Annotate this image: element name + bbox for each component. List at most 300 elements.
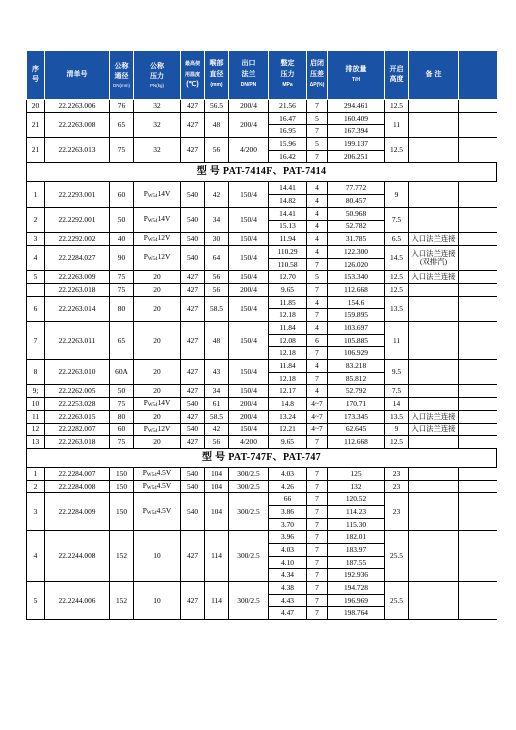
cell-outlet: 150/4 [229,423,269,436]
cell-remark [409,398,459,411]
cell-spec: 22.2292.001 [45,207,110,232]
cell-close-pressure: 7 [307,436,328,449]
cell-set-pressure: 9.65 [269,436,307,449]
cell-blank [459,283,497,296]
cell-close-pressure: 5 [307,138,328,151]
cell-no: 7 [27,322,45,360]
cell-close-pressure: 7 [307,556,328,569]
cell-pn [134,423,181,436]
cell-blank [459,182,497,207]
cell-pn: 20 [134,385,181,398]
cell-blank [459,493,497,531]
remark-flange: 入口法兰连接 [411,424,456,434]
section-title-row [27,163,497,182]
pw-label: P [142,468,147,478]
cell-lift: 14 [385,398,409,411]
cell-pn: 32 [134,100,181,113]
cell-remark [409,436,459,449]
cell-set-pressure: 9.65 [269,283,307,296]
cell-dn: 75 [110,398,134,411]
cell-blank [459,296,497,321]
cell-set-pressure: 66 [269,493,307,506]
cell-set-pressure: 16.42 [269,150,307,163]
cell-discharge: 154.6 [328,296,385,309]
table-row [27,467,497,480]
cell-set-pressure: 4.43 [269,594,307,607]
cell-set-pressure: 12.18 [269,347,307,360]
cell-lift: 25.5 [385,582,409,620]
cell-remark [409,480,459,493]
table-row [27,398,497,411]
cell-discharge: 159.895 [328,309,385,322]
cell-no: 3 [27,493,45,531]
cell-pn [134,467,181,480]
pn-value: 14V [157,189,171,198]
cell-lift: 7.5 [385,207,409,232]
cell-close-pressure: 7 [307,347,328,360]
cell-no: 11 [27,410,45,423]
cell-set-pressure: 13.24 [269,410,307,423]
cell-outlet: 200/4 [229,100,269,113]
cell-throat: 48 [205,112,229,137]
cell-close-pressure: 7 [307,582,328,595]
cell-discharge: 198.764 [328,607,385,620]
cell-no: 8 [27,360,45,385]
cell-pn [134,398,181,411]
cell-discharge: 160.409 [328,112,385,125]
cell-dn: 60 [110,182,134,207]
cell-no: 21 [27,138,45,163]
cell-no: 4 [27,245,45,270]
header-temp: 最高使 用温度 (℃) [181,51,205,100]
cell-no: 10 [27,398,45,411]
cell-remark [409,182,459,207]
cell-blank [459,112,497,137]
cell-blank [459,398,497,411]
cell-temp: 540 [181,233,205,246]
cell-blank [459,322,497,360]
cell-no: 4 [27,531,45,582]
cell-discharge: 52.782 [328,220,385,233]
cell-temp: 427 [181,100,205,113]
cell-close-pressure: 7 [307,309,328,322]
cell-temp: 540 [181,398,205,411]
cell-outlet: 150/4 [229,207,269,232]
cell-pn: 20 [134,410,181,423]
cell-lift: 12.5 [385,283,409,296]
cell-discharge: 103.697 [328,322,385,335]
cell-no: 6 [27,296,45,321]
cell-set-pressure: 12.17 [269,385,307,398]
cell-close-pressure: 7 [307,150,328,163]
cell-remark [409,138,459,163]
cell-remark [409,582,459,620]
cell-lift: 13.5 [385,296,409,321]
cell-outlet: 200/4 [229,398,269,411]
cell-spec: 22.2263.013 [45,138,110,163]
cell-set-pressure: 4.47 [269,607,307,620]
pn-value: 12V [157,252,171,262]
cell-blank [459,467,497,480]
cell-pn [134,207,181,232]
cell-spec: 22.2263.018 [45,283,110,296]
cell-pn: 20 [134,322,181,360]
cell-temp: 540 [181,182,205,207]
cell-set-pressure: 15.13 [269,220,307,233]
pn-value: 12V [157,233,171,243]
table-row [27,360,497,373]
pw-subscript: W54 [147,428,158,434]
pw-subscript: W54 [147,194,158,199]
cell-no [27,283,45,296]
pw-label: P [143,189,148,198]
cell-discharge: 62.645 [328,423,385,436]
cell-pn: 10 [134,531,181,582]
cell-blank [459,385,497,398]
cell-outlet: 150/4 [229,182,269,207]
cell-discharge: 132 [328,480,385,493]
cell-set-pressure: 4.10 [269,556,307,569]
cell-no: 13 [27,436,45,449]
cell-close-pressure: 7 [307,100,328,113]
cell-no: 5 [27,582,45,620]
header-remark: 备 注 [409,51,459,100]
table-row [27,322,497,335]
header-close-pressure: 启闭 压差 ΔP(%) [307,51,328,100]
cell-discharge: 187.55 [328,556,385,569]
header-outlet: 出口 法兰 DN/PN [229,51,269,100]
cell-remark [409,112,459,137]
cell-set-pressure: 14.8 [269,398,307,411]
cell-temp: 427 [181,283,205,296]
cell-lift: 12.5 [385,271,409,284]
table-row [27,283,497,296]
cell-dn: 150 [110,467,134,480]
cell-spec: 22.2253.028 [45,398,110,411]
pw-label: P [142,506,147,516]
cell-discharge: 105.885 [328,334,385,347]
cell-dn: 80 [110,296,134,321]
cell-lift: 11 [385,322,409,360]
cell-temp: 427 [181,138,205,163]
cell-set-pressure: 11.84 [269,322,307,335]
cell-throat: 114 [205,531,229,582]
pw-label: P [143,252,148,262]
cell-temp: 427 [181,322,205,360]
table-row [27,385,497,398]
cell-dn: 76 [110,100,134,113]
cell-throat: 34 [205,207,229,232]
cell-discharge: 170.71 [328,398,385,411]
remark-flange: 入口法兰连接 [411,272,456,282]
cell-discharge: 125 [328,467,385,480]
cell-pn: 20 [134,436,181,449]
cell-lift: 9 [385,423,409,436]
table-row [27,296,497,309]
pn-value: 4.5V [156,468,172,478]
cell-spec: 22.2263.009 [45,271,110,284]
cell-pn: 10 [134,582,181,620]
pw-subscript: W54 [146,473,157,479]
table-row [27,100,497,113]
cell-discharge: 120.52 [328,493,385,506]
cell-discharge: 173.345 [328,410,385,423]
cell-temp: 540 [181,207,205,232]
cell-temp: 427 [181,436,205,449]
cell-outlet: 4/200 [229,436,269,449]
pw-subscript: W54 [147,238,158,244]
cell-no: 2 [27,480,45,493]
cell-dn: 152 [110,531,134,582]
cell-temp: 540 [181,423,205,436]
pw-subscript: W54 [146,511,157,517]
pw-subscript: W54 [146,485,157,491]
cell-blank [459,410,497,423]
cell-lift: 7.5 [385,385,409,398]
cell-outlet: 150/4 [229,271,269,284]
cell-outlet: 150/4 [229,360,269,385]
cell-discharge: 115.30 [328,518,385,531]
cell-blank [459,360,497,385]
cell-throat: 42 [205,182,229,207]
remark-flange: 入口法兰连接 [411,411,456,421]
cell-blank [459,207,497,232]
cell-outlet: 300/2.5 [229,582,269,620]
cell-throat: 58.5 [205,296,229,321]
section-title: 型 号 PAT-7414F、PAT-7414 [27,163,497,182]
cell-spec: 22.2282.007 [45,423,110,436]
header-pn: 公称 压力 PN(kg) [134,51,181,100]
table-row [27,582,497,595]
cell-discharge: 206.251 [328,150,385,163]
header-dn: 公称 通径 DN(mm) [110,51,134,100]
table-header-row [27,51,497,100]
cell-lift: 12.5 [385,436,409,449]
cell-dn: 75 [110,283,134,296]
cell-close-pressure: 4 [307,322,328,335]
pw-subscript: W54 [147,403,158,409]
cell-spec: 22.2263.018 [45,436,110,449]
cell-dn: 50 [110,207,134,232]
header-spec: 清单号 [45,51,110,100]
pn-value: 4.5V [156,506,172,516]
cell-set-pressure: 3.96 [269,531,307,544]
pn-value: 12V [157,423,171,433]
table-row [27,207,497,220]
cell-remark [409,410,459,423]
cell-no: 2 [27,207,45,232]
cell-discharge: 122.300 [328,245,385,258]
cell-discharge: 52.792 [328,385,385,398]
cell-close-pressure: 5 [307,271,328,284]
cell-set-pressure: 4.34 [269,569,307,582]
cell-pn [134,480,181,493]
cell-lift: 23 [385,467,409,480]
cell-close-pressure: 7 [307,544,328,557]
cell-remark [409,360,459,385]
section-title: 型 号 PAT-747F、PAT-747 [27,448,497,467]
cell-discharge: 196.969 [328,594,385,607]
cell-close-pressure: 4~7 [307,423,328,436]
cell-no: 1 [27,182,45,207]
cell-close-pressure: 7 [307,372,328,385]
cell-set-pressure: 12.70 [269,271,307,284]
cell-lift: 12.5 [385,138,409,163]
cell-outlet: 200/4 [229,283,269,296]
cell-set-pressure: 14.82 [269,195,307,208]
cell-dn: 75 [110,138,134,163]
cell-temp: 540 [181,480,205,493]
pw-subscript: W54 [147,219,158,225]
cell-lift: 12.5 [385,100,409,113]
cell-discharge: 85.812 [328,372,385,385]
cell-dn: 75 [110,271,134,284]
table-row [27,531,497,544]
cell-temp: 427 [181,360,205,385]
cell-outlet: 300/2.5 [229,493,269,531]
cell-lift: 9 [385,182,409,207]
cell-close-pressure: 7 [307,467,328,480]
cell-close-pressure: 7 [307,505,328,518]
cell-outlet: 4/200 [229,138,269,163]
cell-throat: 58.5 [205,410,229,423]
cell-remark [409,245,459,270]
cell-outlet: 300/2.5 [229,467,269,480]
cell-close-pressure: 7 [307,480,328,493]
cell-set-pressure: 3.70 [269,518,307,531]
cell-outlet: 200/4 [229,112,269,137]
cell-remark [409,100,459,113]
cell-outlet: 150/4 [229,245,269,270]
cell-dn: 40 [110,233,134,246]
cell-close-pressure: 4 [307,360,328,373]
valve-spec-table [26,50,497,620]
table-row [27,138,497,151]
cell-spec: 22.2262.005 [45,385,110,398]
cell-throat: 104 [205,493,229,531]
cell-discharge: 114.23 [328,505,385,518]
cell-dn: 75 [110,436,134,449]
cell-throat: 64 [205,245,229,270]
cell-pn: 32 [134,138,181,163]
cell-blank [459,233,497,246]
cell-outlet: 150/4 [229,322,269,360]
cell-blank [459,436,497,449]
cell-lift: 14.5 [385,245,409,270]
cell-close-pressure: 7 [307,569,328,582]
cell-remark [409,283,459,296]
cell-set-pressure: 4.03 [269,467,307,480]
section-title-row [27,448,497,467]
cell-pn [134,233,181,246]
header-discharge: 排放量 T/H [328,51,385,100]
cell-throat: 56 [205,271,229,284]
cell-remark [409,207,459,232]
cell-throat: 56 [205,283,229,296]
cell-blank [459,138,497,163]
cell-temp: 427 [181,112,205,137]
cell-throat: 114 [205,582,229,620]
cell-temp: 540 [181,467,205,480]
table-row [27,233,497,246]
cell-outlet: 150/4 [229,385,269,398]
cell-close-pressure: 4 [307,245,328,258]
cell-blank [459,582,497,620]
table-row [27,423,497,436]
cell-set-pressure: 15.96 [269,138,307,151]
cell-throat: 42 [205,423,229,436]
pw-label: P [143,423,148,433]
cell-discharge: 167.394 [328,125,385,138]
cell-outlet: 150/4 [229,233,269,246]
pw-label: P [143,214,148,224]
cell-set-pressure: 110.58 [269,258,307,271]
cell-dn: 60 [110,423,134,436]
cell-temp: 427 [181,410,205,423]
cell-spec: 22.2263.008 [45,112,110,137]
cell-close-pressure: 5 [307,112,328,125]
header-no: 序 号 [27,51,45,100]
cell-close-pressure: 4 [307,207,328,220]
remark-flange: 入口法兰连接 [411,234,456,244]
cell-outlet: 300/2.5 [229,480,269,493]
cell-throat: 30 [205,233,229,246]
cell-throat: 43 [205,360,229,385]
cell-discharge: 199.137 [328,138,385,151]
cell-remark [409,296,459,321]
table-row [27,436,497,449]
cell-blank [459,245,497,270]
cell-close-pressure: 7 [307,283,328,296]
cell-throat: 104 [205,467,229,480]
cell-spec: 22.2293.001 [45,182,110,207]
cell-set-pressure: 16.47 [269,112,307,125]
cell-close-pressure: 4~7 [307,410,328,423]
cell-dn: 65 [110,322,134,360]
cell-set-pressure: 11.94 [269,233,307,246]
cell-throat: 56 [205,138,229,163]
cell-blank [459,480,497,493]
cell-lift: 11 [385,112,409,137]
cell-dn: 150 [110,480,134,493]
cell-close-pressure: 7 [307,607,328,620]
cell-lift: 23 [385,493,409,531]
cell-close-pressure: 7 [307,531,328,544]
cell-spec: 22.2263.011 [45,322,110,360]
table-row [27,480,497,493]
cell-discharge: 182.01 [328,531,385,544]
cell-discharge: 83.218 [328,360,385,373]
cell-remark [409,493,459,531]
pw-label: P [142,480,147,490]
cell-temp: 427 [181,296,205,321]
cell-set-pressure: 16.95 [269,125,307,138]
cell-close-pressure: 7 [307,594,328,607]
table-row [27,245,497,258]
cell-spec: 22.2284.009 [45,493,110,531]
cell-close-pressure: 4~7 [307,398,328,411]
cell-temp: 427 [181,271,205,284]
cell-discharge: 31.785 [328,233,385,246]
cell-throat: 61 [205,398,229,411]
cell-discharge: 294.461 [328,100,385,113]
cell-no: 3 [27,233,45,246]
cell-set-pressure: 12.21 [269,423,307,436]
pw-subscript: W54 [147,257,158,263]
cell-discharge: 80.457 [328,195,385,208]
cell-no: 1 [27,467,45,480]
cell-set-pressure: 14.41 [269,207,307,220]
